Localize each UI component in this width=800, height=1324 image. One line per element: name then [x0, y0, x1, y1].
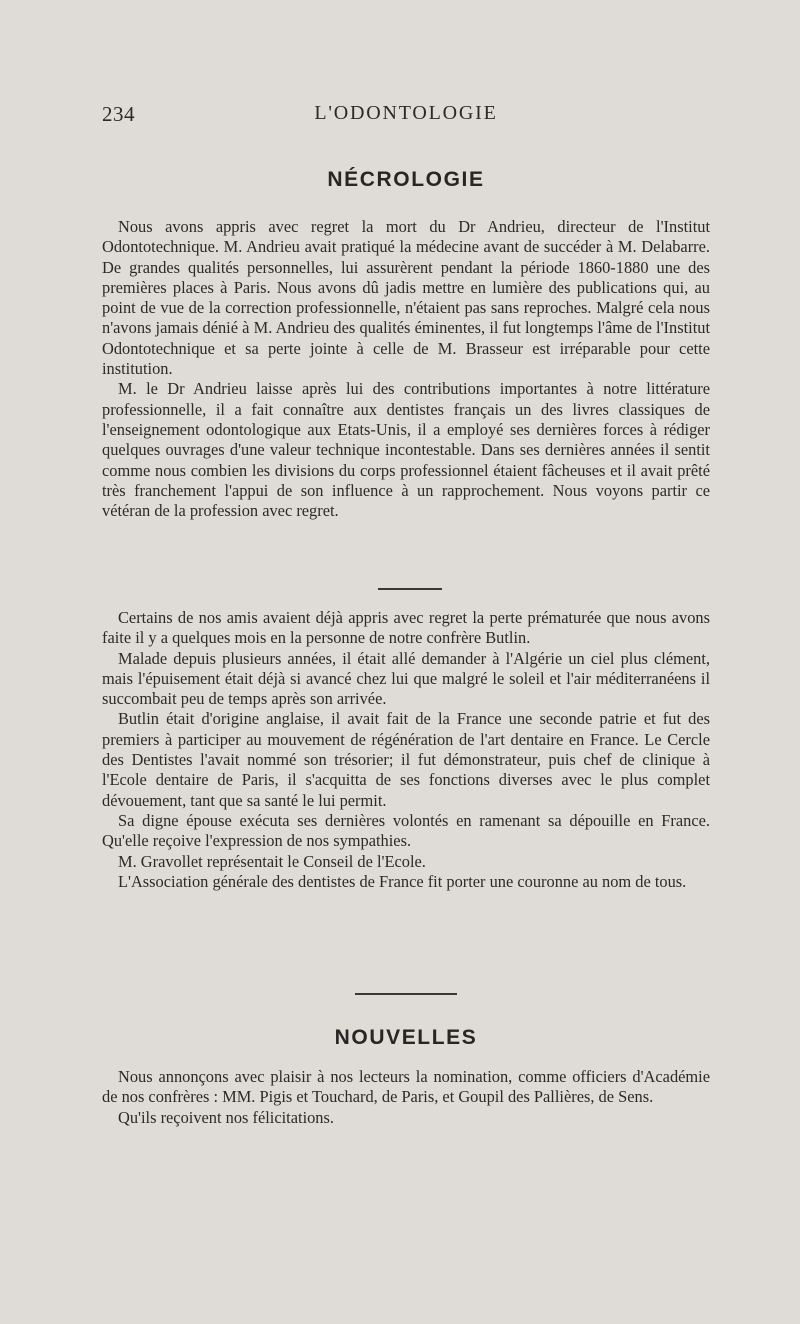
section-divider — [378, 588, 442, 590]
nouvelles-title: NOUVELLES — [334, 1026, 478, 1049]
section-divider — [355, 993, 457, 995]
paragraph: Nous annonçons avec plaisir à nos lecteurs la nomination, comme officiers d'Académie de nos confrères : MM. Pigis et Touchard, de Paris, et Goupil des Pallières, de Sens. — [102, 1067, 710, 1107]
butlin-body — [102, 608, 710, 892]
nouvelles-body — [102, 1067, 710, 1128]
paragraph: Qu'ils reçoivent nos félicitations. — [118, 1107, 334, 1127]
paragraph: Sa digne épouse exécuta ses dernières volontés en ramenant sa dépouille en France. Qu'elle reçoive l'expression de nos sympathies. — [102, 810, 710, 851]
necrologie-body — [102, 217, 710, 521]
paragraph: Butlin était d'origine anglaise, il avait fait de la France une seconde patrie et fut des premiers à participer au mouvement de régénération de l'art dentaire en France. Le Cercle des Dentistes l'avait nommé son trésorier; il fut démonstrateur, puis chef de clinique à l'Ecole dentaire de Paris, il s'acquitta de ses fonctions diverses avec le plus complet dévouement, tant que sa santé le lui permit. — [102, 709, 710, 810]
paragraph: L'Association générale des dentistes de France fit porter une couronne au nom de tous. — [118, 871, 687, 891]
necrologie-title: NÉCROLOGIE — [327, 168, 485, 191]
paragraph: Nous avons appris avec regret la mort du Dr Andrieu, directeur de l'Institut Odontotechnique. M. Andrieu avait pratiqué la médecine avant de succéder à M. Delabarre. De grandes qualités personnelles, lui assurèrent pendant la période 1860-1880 une des premières places à Paris. Nous avons dû jadis mettre en lumière des publications qui, au point de vue de la correction professionnelle, n'étaient pas sans reproches. Malgré cela nous n'avons jamais dénié à M. Andrieu des qualités éminentes, il fut longtemps l'âme de l'Institut Odontotechnique et sa perte jointe à celle de M. Brasseur est irréparable pour cette institution. — [102, 217, 710, 379]
paragraph: Certains de nos amis avaient déjà appris avec regret la perte prématurée que nous avons faite il y a quelques mois en la personne de notre confrère Butlin. — [102, 608, 710, 648]
paragraph: M. le Dr Andrieu laisse après lui des contributions importantes à notre littérature professionnelle, il a fait connaître aux dentistes français un des livres classiques de l'enseignement odontologique aux Etats-Unis, il a employé ses dernières forces à rédiger quelques ouvrages d'une valeur technique incontestable. Dans ses dernières années il sentit comme nous combien les divisions du corps professionnel étaient fâcheuses et il avait prêté très franchement l'appui de son influence à un rapprochement. Nous voyons partir ce vétéran de la profession avec regret. — [102, 379, 710, 521]
page-number: 234 — [102, 102, 135, 126]
running-title: L'ODONTOLOGIE — [314, 102, 498, 124]
page-header — [102, 96, 710, 136]
paragraph: Malade depuis plusieurs années, il était allé demander à l'Algérie un ciel plus clément, mais l'épuisement était déjà si avancé chez lui que malgré le soleil et l'air méditerranéens il succombait peu de temps après son arrivée. — [102, 648, 710, 709]
paragraph: M. Gravollet représentait le Conseil de l'Ecole. — [118, 851, 426, 871]
